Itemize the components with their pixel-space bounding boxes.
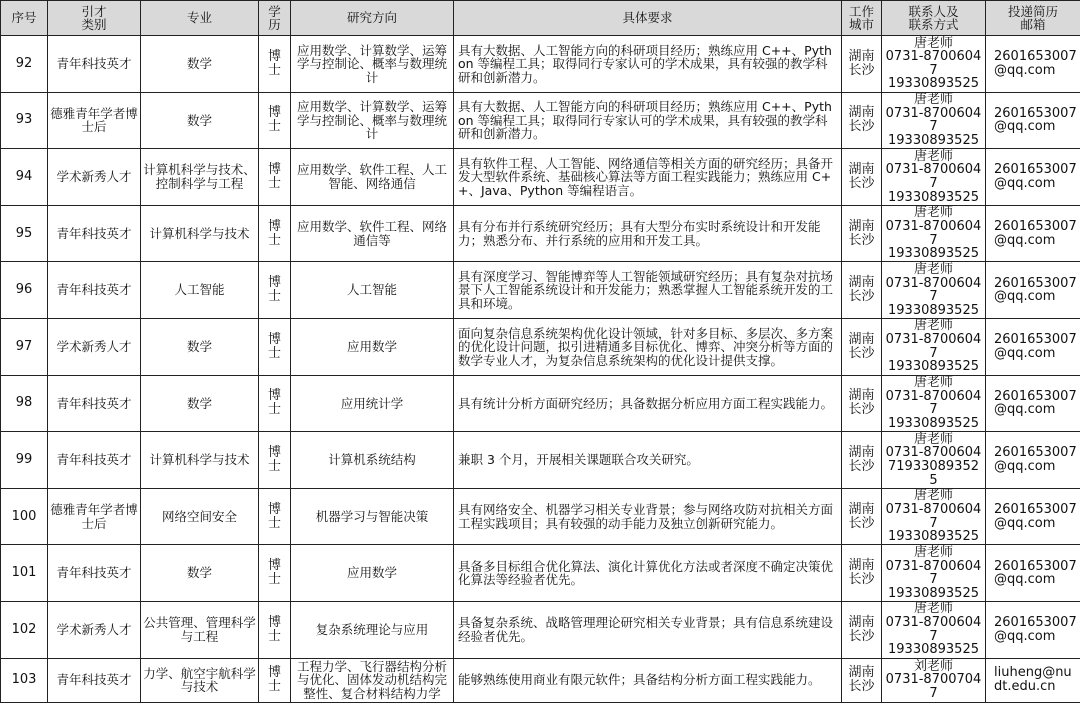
cell-category: 青年科技英才: [48, 432, 141, 489]
cell-contact: 唐老师 0731-87006047 19330893525: [882, 375, 986, 432]
cell-id: 99: [1, 432, 48, 489]
table-row: [1, 375, 1080, 432]
cell-major: 计算机科学与技术: [141, 432, 259, 489]
table-row: [1, 92, 1080, 149]
cell-education: 博 士: [259, 601, 291, 658]
cell-research: 复杂系统理论与应用: [291, 601, 454, 658]
cell-requirements: 具有深度学习、智能博弈等人工智能领域研究经历；具有复杂对抗场景下人工智能系统设计和开发能力；熟悉掌握人工智能系统开发的工具和环境。: [454, 262, 842, 319]
table-row: [1, 432, 1080, 489]
cell-city: 湖南 长沙: [842, 601, 882, 658]
cell-requirements: 具有大数据、人工智能方向的科研项目经历；熟练应用 C++、Python 等编程工具；取得同行专家认可的学术成果，具有较强的教学科研和创新潜力。: [454, 92, 842, 149]
cell-category: 青年科技英才: [48, 545, 141, 602]
cell-education: 博 士: [259, 92, 291, 149]
cell-email: 2601653007@qq.com: [986, 488, 1080, 545]
cell-category: 德雅青年学者博士后: [48, 92, 141, 149]
cell-category: 德雅青年学者博士后: [48, 488, 141, 545]
cell-requirements: 具有大数据、人工智能方向的科研项目经历；熟练应用 C++、Python 等编程工具；取得同行专家认可的学术成果，具有较强的教学科研和创新潜力。: [454, 36, 842, 93]
cell-email: 2601653007@qq.com: [986, 545, 1080, 602]
cell-education: 博 士: [259, 149, 291, 206]
cell-contact: 唐老师 0731-87006047 19330893525: [882, 262, 986, 319]
cell-contact: 唐老师 0731-87006047 19330893525: [882, 545, 986, 602]
header-education: 学 历: [259, 1, 291, 36]
table-row: [1, 545, 1080, 602]
table-row: [1, 488, 1080, 545]
header-id: 序号: [1, 1, 48, 36]
cell-email: 2601653007@qq.com: [986, 262, 1080, 319]
cell-education: 博 士: [259, 545, 291, 602]
cell-education: 博 士: [259, 658, 291, 702]
cell-requirements: 具有软件工程、人工智能、网络通信等相关方面的研究经历；具备开发大型软件系统、基础核心算法等方面工程实践能力；熟练应用 C++、Java、Python 等编程语言。: [454, 149, 842, 206]
cell-requirements: 具备多目标组合优化算法、演化计算优化方法或者深度不确定决策优化算法等经验者优先。: [454, 545, 842, 602]
cell-major: 力学、航空宇航科学与技术: [141, 658, 259, 702]
header-row: [1, 1, 1080, 36]
cell-major: 数学: [141, 318, 259, 375]
cell-city: 湖南 长沙: [842, 375, 882, 432]
cell-category: 青年科技英才: [48, 205, 141, 262]
cell-contact: 唐老师 0731-87006047 19330893525: [882, 601, 986, 658]
table-row: [1, 36, 1080, 93]
cell-city: 湖南 长沙: [842, 36, 882, 93]
cell-requirements: 面向复杂信息系统架构优化设计领域，针对多目标、多层次、多方案的优化设计问题，拟引进精通多目标优化、博弈、冲突分析等方面的数学专业人才，为复杂信息系统架构的优化设计提供支撑。: [454, 318, 842, 375]
header-major: 专业: [141, 1, 259, 36]
cell-major: 计算机科学与技术: [141, 205, 259, 262]
cell-education: 博 士: [259, 375, 291, 432]
cell-id: 93: [1, 92, 48, 149]
table-row: [1, 601, 1080, 658]
cell-email: 2601653007@qq.com: [986, 92, 1080, 149]
cell-id: 94: [1, 149, 48, 206]
cell-research: 工程力学、飞行器结构分析与优化、固体发动机结构完整性、复合材料结构力学: [291, 658, 454, 702]
table-row: [1, 658, 1080, 702]
cell-category: 青年科技英才: [48, 658, 141, 702]
cell-city: 湖南 长沙: [842, 262, 882, 319]
cell-education: 博 士: [259, 432, 291, 489]
cell-contact: 唐老师 0731-87006047 19330893525: [882, 36, 986, 93]
cell-research: 人工智能: [291, 262, 454, 319]
cell-contact: 唐老师 0731-8700604 71933089352 5: [882, 432, 986, 489]
cell-research: 应用统计学: [291, 375, 454, 432]
cell-city: 湖南 长沙: [842, 92, 882, 149]
cell-requirements: 兼职 3 个月，开展相关课题联合攻关研究。: [454, 432, 842, 489]
cell-id: 100: [1, 488, 48, 545]
table-row: [1, 262, 1080, 319]
cell-requirements: 具有统计分析方面研究经历；具备数据分析应用方面工程实践能力。: [454, 375, 842, 432]
cell-email: liuheng@nudt.edu.cn: [986, 658, 1080, 702]
cell-major: 公共管理、管理科学与工程: [141, 601, 259, 658]
header-city: 工作 城市: [842, 1, 882, 36]
cell-major: 数学: [141, 375, 259, 432]
cell-id: 95: [1, 205, 48, 262]
cell-category: 青年科技英才: [48, 375, 141, 432]
cell-category: 青年科技英才: [48, 36, 141, 93]
cell-research: 机器学习与智能决策: [291, 488, 454, 545]
cell-contact: 唐老师 0731-87006047 19330893525: [882, 92, 986, 149]
header-research: 研究方向: [291, 1, 454, 36]
cell-major: 计算机科学与技术、控制科学与工程: [141, 149, 259, 206]
cell-id: 96: [1, 262, 48, 319]
cell-major: 数学: [141, 92, 259, 149]
cell-city: 湖南 长沙: [842, 658, 882, 702]
cell-research: 计算机系统结构: [291, 432, 454, 489]
cell-email: 2601653007@qq.com: [986, 601, 1080, 658]
cell-email: 2601653007@qq.com: [986, 36, 1080, 93]
cell-major: 人工智能: [141, 262, 259, 319]
cell-email: 2601653007@qq.com: [986, 375, 1080, 432]
cell-city: 湖南 长沙: [842, 545, 882, 602]
cell-category: 学术新秀人才: [48, 601, 141, 658]
cell-education: 博 士: [259, 262, 291, 319]
cell-major: 网络空间安全: [141, 488, 259, 545]
table-row: [1, 149, 1080, 206]
cell-major: 数学: [141, 545, 259, 602]
cell-education: 博 士: [259, 318, 291, 375]
header-category: 引才 类别: [48, 1, 141, 36]
header-email: 投递简历 邮箱: [986, 1, 1080, 36]
cell-contact: 唐老师 0731-87006047 19330893525: [882, 149, 986, 206]
cell-requirements: 具有网络安全、机器学习相关专业背景；参与网络攻防对抗相关方面工程实践项目；具有较强的动手能力及独立创新研究能力。: [454, 488, 842, 545]
cell-category: 青年科技英才: [48, 262, 141, 319]
cell-email: 2601653007@qq.com: [986, 432, 1080, 489]
cell-id: 92: [1, 36, 48, 93]
cell-contact: 刘老师 0731-87007047: [882, 658, 986, 702]
cell-city: 湖南 长沙: [842, 205, 882, 262]
cell-id: 101: [1, 545, 48, 602]
cell-research: 应用数学、软件工程、人工智能、网络通信: [291, 149, 454, 206]
cell-email: 2601653007@qq.com: [986, 318, 1080, 375]
cell-requirements: 具备复杂系统、战略管理理论研究相关专业背景；具有信息系统建设经验者优先。: [454, 601, 842, 658]
cell-major: 数学: [141, 36, 259, 93]
cell-id: 97: [1, 318, 48, 375]
cell-research: 应用数学、计算数学、运筹学与控制论、概率与数理统计: [291, 36, 454, 93]
cell-email: 2601653007@qq.com: [986, 205, 1080, 262]
cell-requirements: 具有分布并行系统研究经历；具有大型分布实时系统设计和开发能力；熟悉分布、并行系统的应用和开发工具。: [454, 205, 842, 262]
cell-city: 湖南 长沙: [842, 149, 882, 206]
cell-contact: 唐老师 0731-87006047 19330893525: [882, 318, 986, 375]
cell-id: 103: [1, 658, 48, 702]
header-contact: 联系人及 联系方式: [882, 1, 986, 36]
cell-research: 应用数学: [291, 545, 454, 602]
cell-research: 应用数学、计算数学、运筹学与控制论、概率与数理统计: [291, 92, 454, 149]
table-row: [1, 318, 1080, 375]
header-requirements: 具体要求: [454, 1, 842, 36]
cell-research: 应用数学: [291, 318, 454, 375]
cell-education: 博 士: [259, 205, 291, 262]
cell-city: 湖南 长沙: [842, 432, 882, 489]
cell-id: 98: [1, 375, 48, 432]
cell-city: 湖南 长沙: [842, 318, 882, 375]
table-row: [1, 205, 1080, 262]
cell-education: 博 士: [259, 488, 291, 545]
cell-city: 湖南 长沙: [842, 488, 882, 545]
cell-requirements: 能够熟练使用商业有限元软件；具备结构分析方面工程实践能力。: [454, 658, 842, 702]
cell-category: 学术新秀人才: [48, 318, 141, 375]
cell-research: 应用数学、软件工程、网络通信等: [291, 205, 454, 262]
cell-contact: 唐老师 0731-87006047 19330893525: [882, 205, 986, 262]
cell-id: 102: [1, 601, 48, 658]
cell-contact: 唐老师 0731-87006047 19330893525: [882, 488, 986, 545]
cell-education: 博 士: [259, 36, 291, 93]
cell-category: 学术新秀人才: [48, 149, 141, 206]
cell-email: 2601653007@qq.com: [986, 149, 1080, 206]
